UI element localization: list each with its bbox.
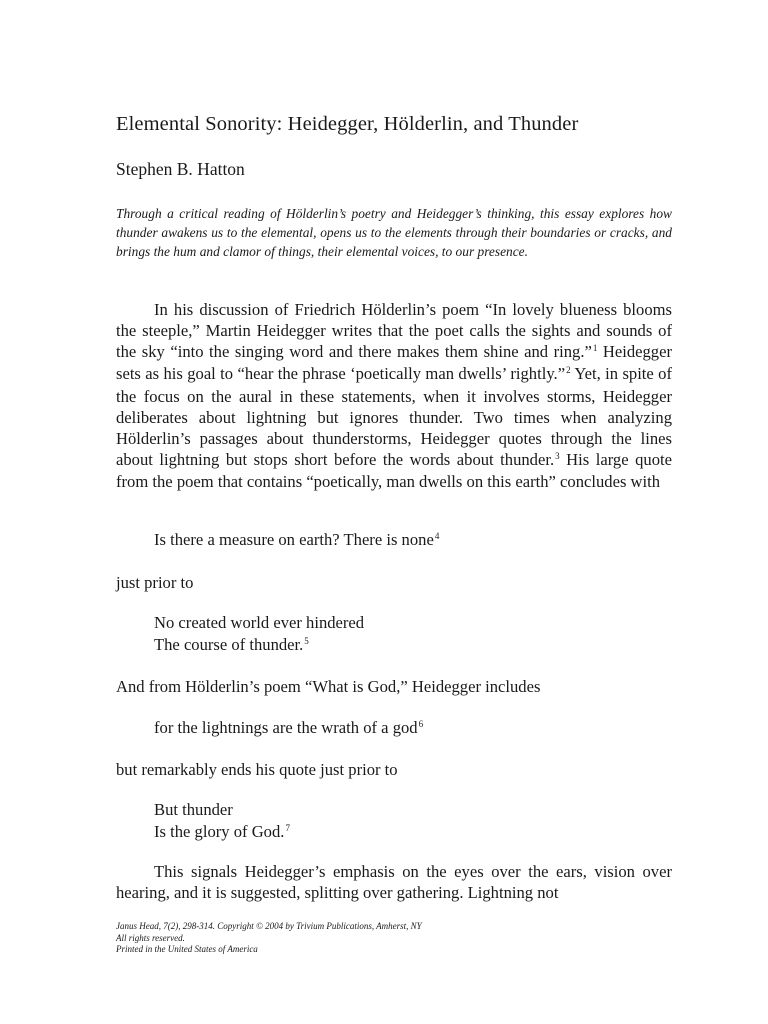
body-paragraph-1: [116, 300, 672, 493]
body-paragraph-2: This signals Heidegger’s emphasis on the eyes over the ears, vision over hearing, and it is suggested, splitting over gathering. Lightning not: [116, 862, 672, 902]
footer-printed: Printed in the United States of America: [116, 944, 258, 954]
verse-text: Is the glory of God.: [154, 822, 285, 841]
verse-quote-4-line-1: But thunder: [154, 800, 233, 819]
verse-quote-3: [154, 718, 423, 738]
verse-quote-4-line-2: [154, 822, 290, 842]
footer-citation: Janus Head, 7(2), 298-314. Copyright © 2004 by Trivium Publications, Amherst, NY: [116, 921, 422, 931]
paragraph-text: In his discussion of Friedrich Hölderlin’s poem “In lovely blueness blooms the steeple,” Martin Heidegger writes that the poet calls the sights and sounds of the sky “into the singing word and there makes them shine and ring.”: [116, 300, 672, 361]
footnote-ref-3[interactable]: 3: [555, 450, 560, 461]
footnote-ref-7[interactable]: 7: [285, 823, 290, 833]
verse-text: The course of thunder.: [154, 635, 304, 654]
article-title: Elemental Sonority: Heidegger, Hölderlin, and Thunder: [116, 113, 579, 135]
footer-rights: All rights reserved.: [116, 932, 185, 943]
verse-quote-2-line-1: No created world ever hindered: [154, 613, 365, 632]
verse-text: for the lightnings are the wrath of a god: [154, 718, 418, 737]
verse-text: Is there a measure on earth? There is none: [154, 530, 434, 549]
paragraph-text: His large quote from the poem that contains “poetically, man dwells on this earth” concludes with: [116, 449, 672, 492]
footnote-ref-4[interactable]: 4: [434, 531, 440, 541]
verse-quote-2-line-2: [154, 635, 309, 655]
footnote-ref-5[interactable]: 5: [304, 636, 309, 646]
page-footer: [116, 921, 422, 956]
footnote-ref-6[interactable]: 6: [418, 719, 424, 729]
bridge-text-3: but remarkably ends his quote just prior to: [116, 760, 398, 779]
bridge-text-1: just prior to: [116, 573, 194, 592]
footnote-ref-2[interactable]: 2: [566, 365, 571, 376]
verse-quote-1: [154, 530, 439, 550]
footnote-ref-1[interactable]: 1: [592, 342, 598, 353]
paragraph-text: Yet, in spite of the focus on the aural in these statements, when it involves storms, Heidegger deliberates about lightning but ignores thunder. Two times when analyzing Hölderlin’s passages about thunderstorms, Heidegger quotes through the lines about lightning but stops short before the words about thunder.: [116, 364, 672, 469]
article-author: Stephen B. Hatton: [116, 159, 245, 179]
article-abstract: Through a critical reading of Hölderlin’s poetry and Heidegger’s thinking, this essay explores how thunder awakens us to the elemental, opens us to the elements through their boundaries or cracks, and brings the hum and clamor of things, their elemental voices, to our presence.: [116, 206, 672, 259]
bridge-text-2: And from Hölderlin’s poem “What is God,” Heidegger includes: [116, 677, 541, 696]
paragraph-text: Heidegger sets as his goal to “hear the phrase ‘poetically man dwells’ rightly.”: [116, 341, 672, 384]
